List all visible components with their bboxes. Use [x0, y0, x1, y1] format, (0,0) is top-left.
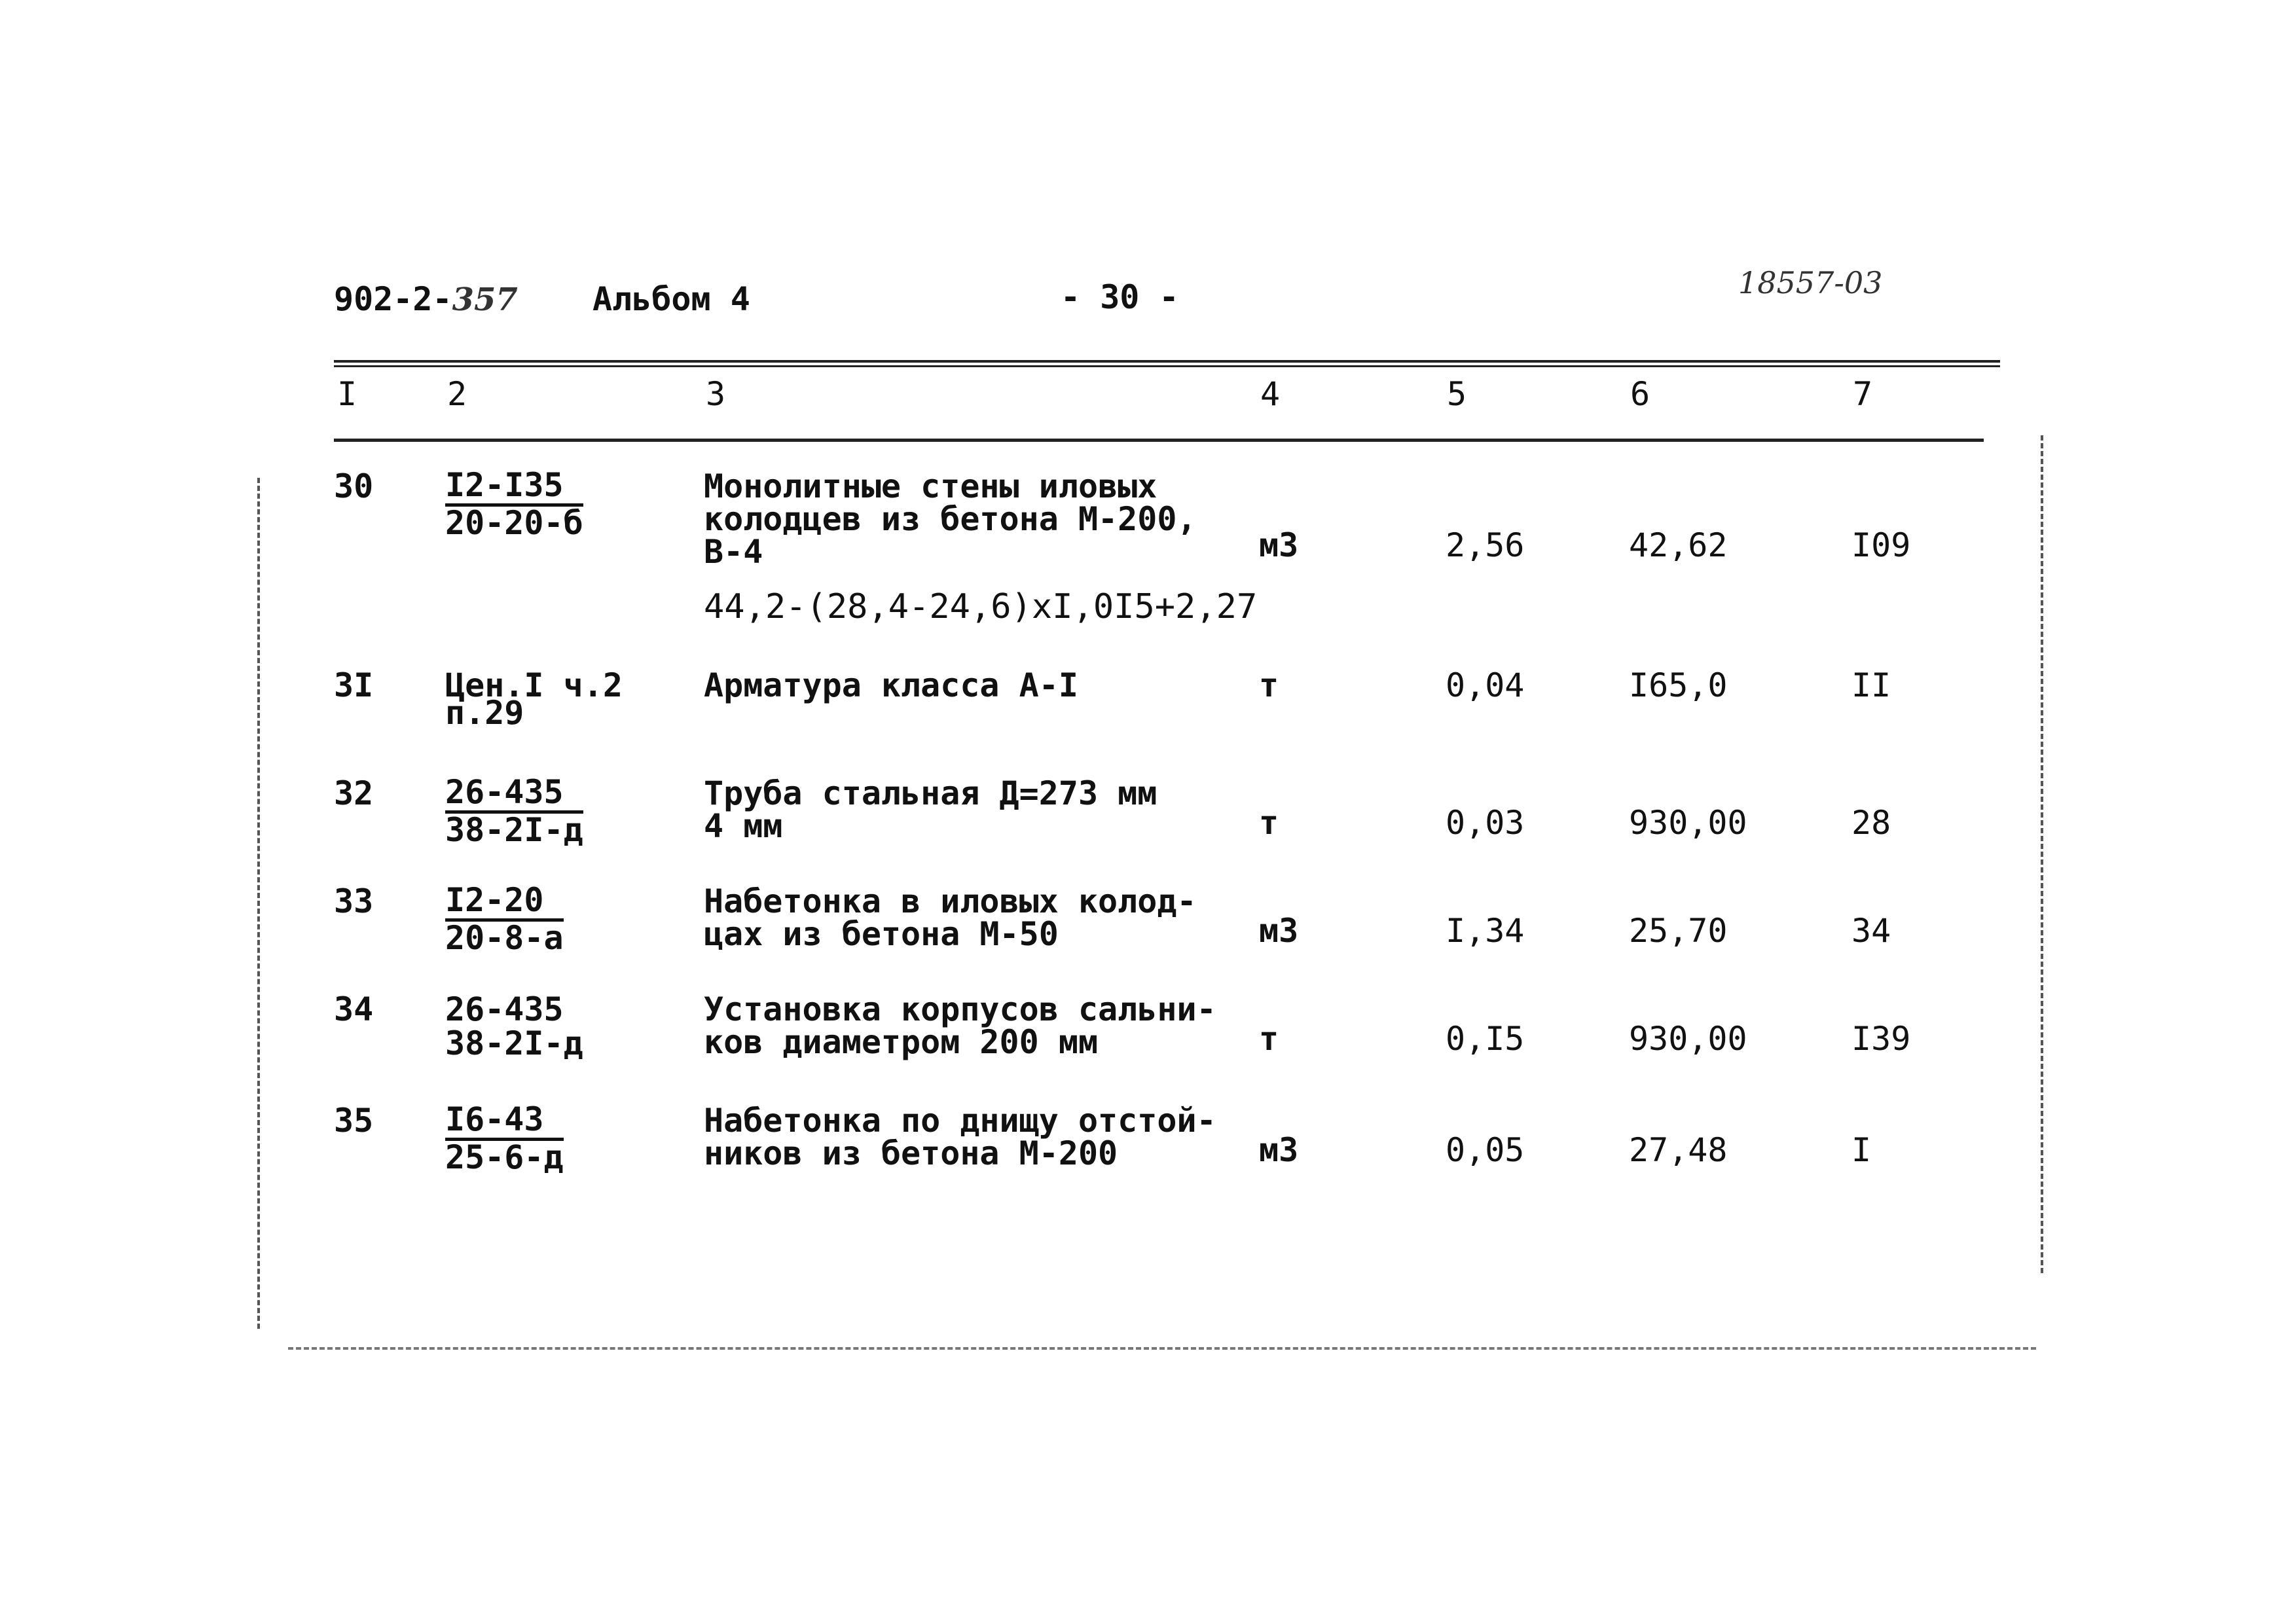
norm-code	[445, 666, 623, 732]
bottom-cut-line	[288, 1347, 2036, 1350]
norm-code-top: Цен.I ч.2	[445, 666, 623, 704]
norm-code-bottom: 25-6-д	[445, 1138, 564, 1176]
total-cost: I39	[1851, 1020, 1911, 1058]
row-number: 33	[334, 882, 374, 920]
total-cost: I09	[1851, 526, 1911, 564]
description-line: В-4	[704, 533, 763, 571]
norm-code-top: 26-435	[445, 990, 564, 1028]
norm-code	[445, 881, 564, 957]
table-top-rule-2	[334, 365, 2000, 367]
document-code	[334, 280, 518, 318]
description-line: колодцев из бетона М-200,	[704, 500, 1197, 538]
description-line: Монолитные стены иловых	[704, 467, 1157, 505]
total-cost: II	[1851, 666, 1891, 704]
norm-code-top: I6-43	[445, 1102, 564, 1141]
norm-code	[445, 1102, 564, 1174]
description	[704, 990, 1216, 1061]
unit-price: 27,48	[1629, 1131, 1728, 1169]
row-number: 30	[334, 467, 374, 505]
unit: м3	[1259, 1131, 1299, 1169]
table-top-rule	[334, 360, 2000, 363]
description-line: ников из бетона М-200	[704, 1134, 1118, 1172]
unit-price: 930,00	[1629, 1020, 1747, 1058]
norm-code-bottom: 38-2I-д	[445, 1024, 583, 1062]
description-line: Труба стальная Д=273 мм	[704, 774, 1157, 812]
total-cost: 28	[1851, 804, 1891, 842]
description	[704, 1104, 1216, 1170]
description	[704, 666, 1078, 704]
description-line: цах из бетона М-50	[704, 915, 1059, 953]
column-header: 7	[1853, 375, 1873, 413]
description-line: Установка корпусов сальни-	[704, 990, 1216, 1028]
column-header: 2	[447, 375, 467, 413]
column-header: 5	[1447, 375, 1467, 413]
column-header-rule	[334, 439, 1984, 442]
unit: т	[1259, 804, 1279, 842]
description-line: ков диаметром 200 мм	[704, 1023, 1099, 1061]
quantity: 0,04	[1446, 666, 1525, 704]
total-cost: I	[1851, 1131, 1872, 1169]
unit-price: 25,70	[1629, 912, 1728, 950]
quantity: 2,56	[1446, 526, 1525, 564]
row-number: 32	[334, 774, 374, 812]
description	[704, 774, 1157, 845]
norm-code-bottom: п.29	[445, 694, 524, 732]
quantity: 0,I5	[1446, 1020, 1525, 1058]
unit-price: 42,62	[1629, 526, 1728, 564]
column-header: 4	[1260, 375, 1281, 413]
row-number: 35	[334, 1102, 374, 1140]
total-cost: 34	[1851, 912, 1891, 950]
norm-code-bottom: 38-2I-д	[445, 811, 583, 849]
column-header: 3	[706, 375, 726, 413]
quantity: I,34	[1446, 912, 1525, 950]
unit: т	[1259, 666, 1279, 704]
unit-price: I65,0	[1629, 666, 1728, 704]
unit: м3	[1259, 526, 1299, 564]
album-label: Альбом 4	[592, 280, 750, 318]
description	[704, 467, 1197, 571]
page-number: - 30 -	[1061, 278, 1179, 316]
description-line: Набетонка по днищу отстой-	[704, 1102, 1216, 1140]
norm-code-top: I2-20	[445, 883, 564, 922]
quantity: 0,05	[1446, 1131, 1525, 1169]
volume-formula: 44,2-(28,4-24,6)xI,0I5+2,27	[704, 587, 1258, 626]
document-code-printed: 902-2-	[334, 280, 452, 318]
norm-code-top: 26-435	[445, 775, 583, 814]
description	[704, 882, 1197, 953]
document-code-handwritten: 357	[452, 281, 518, 318]
column-header: I	[337, 375, 357, 413]
norm-code	[445, 466, 583, 542]
left-margin-line	[257, 478, 260, 1329]
unit: т	[1259, 1020, 1279, 1058]
right-margin-line	[2041, 435, 2043, 1273]
row-number: 3I	[334, 666, 374, 704]
unit: м3	[1259, 912, 1299, 950]
unit-price: 930,00	[1629, 804, 1747, 842]
norm-code-top: I2-I35	[445, 468, 583, 507]
column-header: 6	[1630, 375, 1650, 413]
norm-code	[445, 773, 583, 849]
norm-code	[445, 990, 583, 1062]
row-number: 34	[334, 990, 374, 1028]
description-line: 4 мм	[704, 807, 783, 845]
description-line: Арматура класса А-I	[704, 666, 1078, 704]
quantity: 0,03	[1446, 804, 1525, 842]
description-line: Набетонка в иловых колод-	[704, 882, 1197, 920]
archive-stamp: 18557-03	[1738, 265, 1883, 300]
norm-code-bottom: 20-8-а	[445, 919, 564, 957]
norm-code-bottom: 20-20-б	[445, 504, 583, 542]
